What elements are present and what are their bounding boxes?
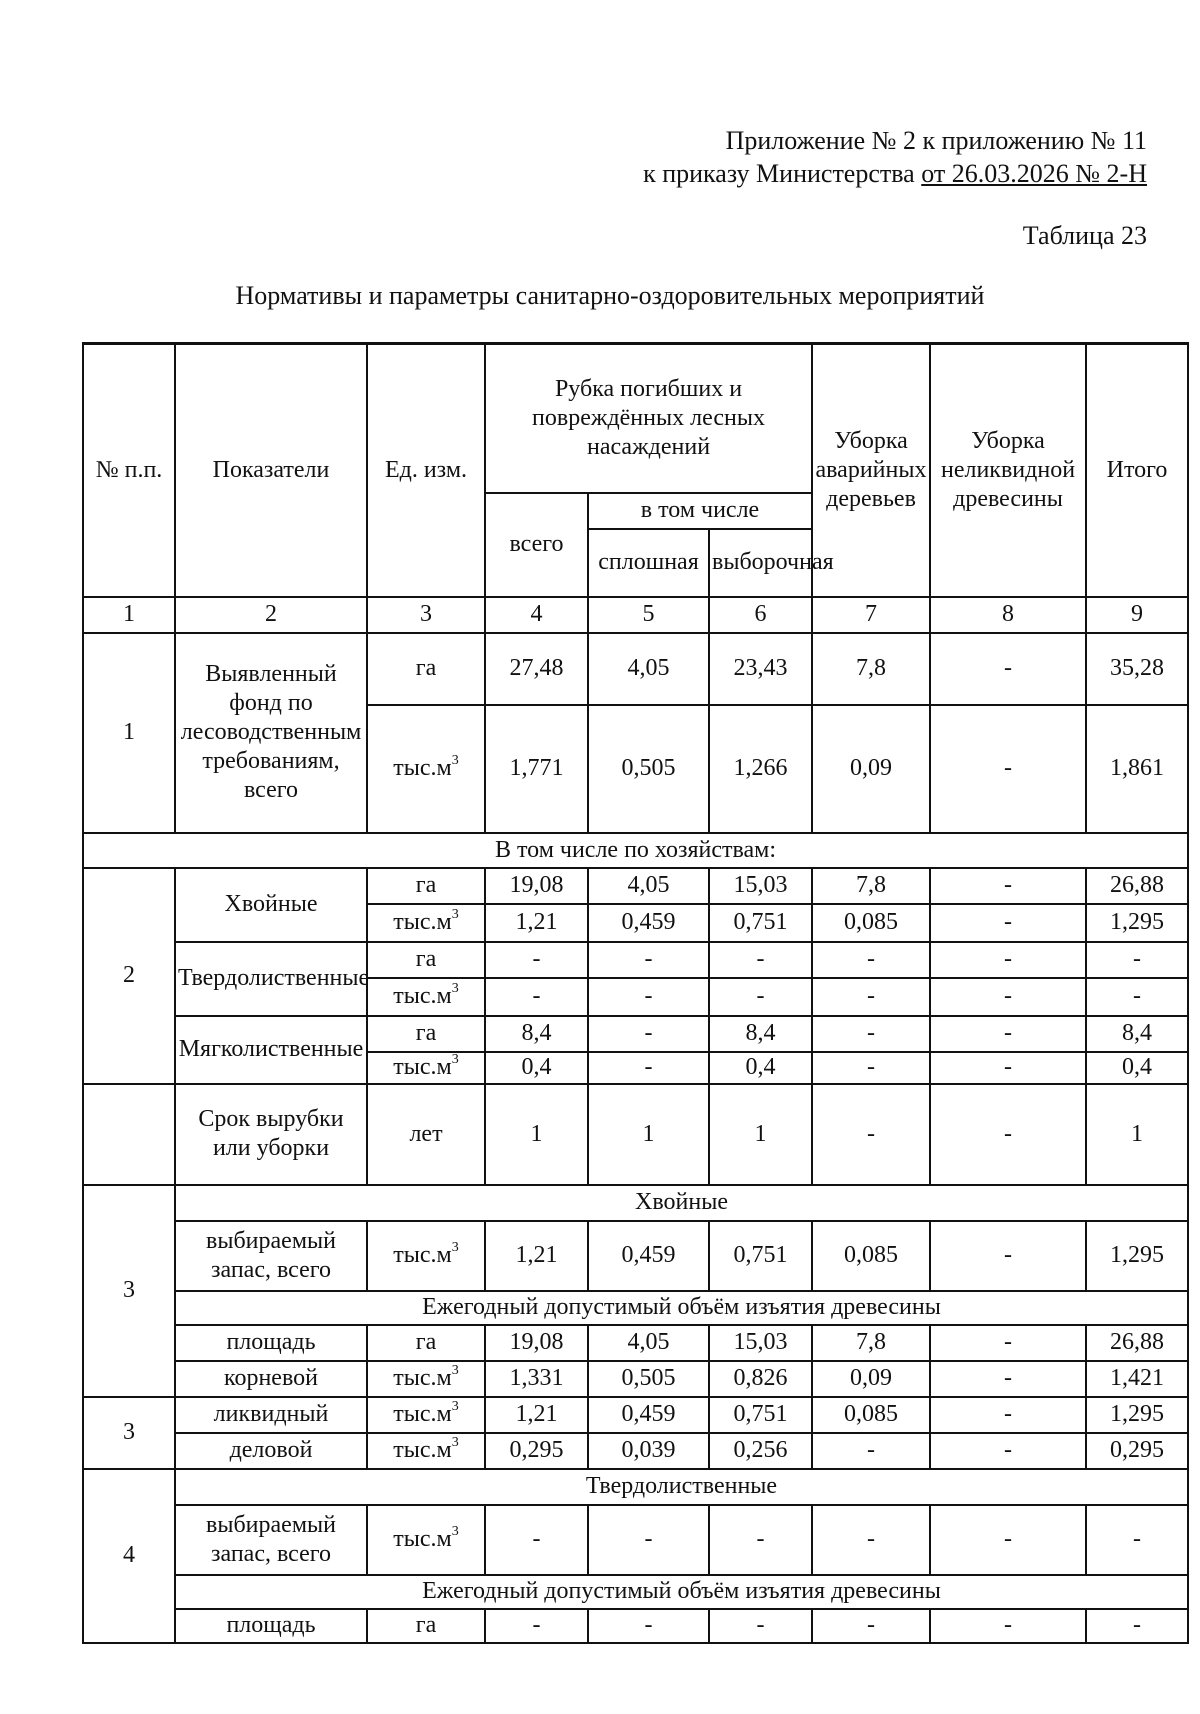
value-cell: 1 <box>1086 1084 1188 1185</box>
value-cell: - <box>812 1016 930 1052</box>
table-row <box>83 942 1188 978</box>
value-cell: - <box>930 1361 1086 1397</box>
col-sum-header: Итого <box>1086 344 1188 597</box>
value-cell: 8,4 <box>485 1016 588 1052</box>
unit-cell: $тыс.м^3$ <box>367 1221 485 1291</box>
value-cell: 0,039 <box>588 1433 709 1469</box>
unit-cell: га <box>367 1325 485 1361</box>
col-felling-group-header: Рубка погибших и повреждённых лесных насаждений <box>485 344 812 493</box>
value-cell: 35,28 <box>1086 633 1188 705</box>
col-number: 9 <box>1086 597 1188 633</box>
value-cell: 15,03 <box>709 868 812 904</box>
table-row <box>83 1397 1188 1433</box>
table-row <box>83 1221 1188 1291</box>
value-cell: 0,256 <box>709 1433 812 1469</box>
value-cell: - <box>588 1609 709 1643</box>
value-cell: - <box>709 1505 812 1575</box>
value-cell: - <box>930 633 1086 705</box>
value-cell: - <box>812 978 930 1016</box>
col-number: 3 <box>367 597 485 633</box>
value-cell: 0,295 <box>485 1433 588 1469</box>
value-cell: 1 <box>485 1084 588 1185</box>
row-label: площадь <box>175 1325 367 1361</box>
row-label: выбираемый запас, всего <box>175 1505 367 1575</box>
unit-cell: га <box>367 942 485 978</box>
table-title: Нормативы и параметры санитарно-оздоровительных мероприятий <box>235 281 985 310</box>
col-number: 1 <box>83 597 175 633</box>
value-cell: 1,295 <box>1086 1221 1188 1291</box>
value-cell: - <box>930 942 1086 978</box>
value-cell: - <box>930 1084 1086 1185</box>
value-cell: 0,505 <box>588 1361 709 1397</box>
col-selective-header: выборочная <box>709 529 812 597</box>
unit-cell: $тыс.м^3$ <box>367 705 485 833</box>
col-number: 7 <box>812 597 930 633</box>
value-cell: 0,4 <box>709 1052 812 1084</box>
value-cell: - <box>930 1505 1086 1575</box>
value-cell: 27,48 <box>485 633 588 705</box>
value-cell: 1,421 <box>1086 1361 1188 1397</box>
table-row <box>83 1361 1188 1397</box>
value-cell: 0,295 <box>1086 1433 1188 1469</box>
unit-cell: $тыс.м^3$ <box>367 1505 485 1575</box>
value-cell: - <box>930 1016 1086 1052</box>
value-cell: - <box>930 1397 1086 1433</box>
col-emergency-header: Уборка аварийных деревьев <box>812 344 930 597</box>
col-unit-header: Ед. изм. <box>367 344 485 597</box>
value-cell: - <box>485 978 588 1016</box>
value-cell: 0,751 <box>709 1221 812 1291</box>
row-label: деловой <box>175 1433 367 1469</box>
value-cell: 7,8 <box>812 1325 930 1361</box>
order-line <box>643 157 1147 190</box>
group-caption: Хвойные <box>175 1185 1188 1221</box>
row-label: Выявленный фонд по лесоводственным требованиям, всего <box>175 633 367 833</box>
value-cell: 1,21 <box>485 1397 588 1433</box>
value-cell: 1,266 <box>709 705 812 833</box>
value-cell: - <box>930 705 1086 833</box>
section-number: 3 <box>83 1185 175 1397</box>
value-cell: 1 <box>709 1084 812 1185</box>
value-cell: 0,085 <box>812 1221 930 1291</box>
value-cell: 26,88 <box>1086 868 1188 904</box>
value-cell: - <box>1086 1505 1188 1575</box>
section-number: 4 <box>83 1469 175 1643</box>
table-row <box>83 1609 1188 1643</box>
value-cell: 8,4 <box>709 1016 812 1052</box>
annual-caption: Ежегодный допустимый объём изъятия древесины <box>175 1575 1188 1609</box>
value-cell: - <box>930 1433 1086 1469</box>
value-cell: 0,459 <box>588 904 709 942</box>
row-label: площадь <box>175 1609 367 1643</box>
value-cell: 4,05 <box>588 868 709 904</box>
value-cell: - <box>588 978 709 1016</box>
value-cell: 0,751 <box>709 904 812 942</box>
appendix-line: Приложение № 2 к приложению № 11 <box>725 126 1147 155</box>
norms-table <box>82 342 1189 1644</box>
value-cell: - <box>930 1052 1086 1084</box>
row-label: корневой <box>175 1361 367 1397</box>
section-number <box>83 1084 175 1185</box>
value-cell: - <box>709 978 812 1016</box>
value-cell: 1,295 <box>1086 904 1188 942</box>
value-cell: 0,459 <box>588 1397 709 1433</box>
group-caption: Твердолиственные <box>175 1469 1188 1505</box>
value-cell: 0,505 <box>588 705 709 833</box>
row-label: Твердолиственные <box>175 942 367 1016</box>
col-including-header: в том числе <box>588 493 812 529</box>
value-cell: - <box>812 1433 930 1469</box>
value-cell: - <box>812 942 930 978</box>
value-cell: 0,826 <box>709 1361 812 1397</box>
value-cell: - <box>1086 1609 1188 1643</box>
table-row <box>83 1505 1188 1575</box>
value-cell: - <box>812 1084 930 1185</box>
unit-cell: га <box>367 868 485 904</box>
col-total-header: всего <box>485 493 588 597</box>
table-number: Таблица 23 <box>1022 221 1147 250</box>
unit-cell: $тыс.м^3$ <box>367 1433 485 1469</box>
table-row <box>83 1433 1188 1469</box>
value-cell: - <box>930 1221 1086 1291</box>
row-label: выбираемый запас, всего <box>175 1221 367 1291</box>
unit-cell: $тыс.м^3$ <box>367 904 485 942</box>
value-cell: 26,88 <box>1086 1325 1188 1361</box>
unit-cell: га <box>367 633 485 705</box>
section-number: 1 <box>83 633 175 833</box>
value-cell: 23,43 <box>709 633 812 705</box>
value-cell: 0,085 <box>812 904 930 942</box>
value-cell: - <box>588 1016 709 1052</box>
value-cell: 7,8 <box>812 633 930 705</box>
section-number: 2 <box>83 868 175 1084</box>
value-cell: - <box>930 904 1086 942</box>
value-cell: 19,08 <box>485 1325 588 1361</box>
value-cell: 1,21 <box>485 1221 588 1291</box>
value-cell: 0,459 <box>588 1221 709 1291</box>
col-number: 4 <box>485 597 588 633</box>
table-row <box>83 633 1188 705</box>
value-cell: - <box>1086 942 1188 978</box>
table-row <box>83 868 1188 904</box>
value-cell: - <box>930 1325 1086 1361</box>
col-indicators-header: Показатели <box>175 344 367 597</box>
section-number: 3 <box>83 1397 175 1469</box>
order-prefix: к приказу Министерства <box>643 159 922 188</box>
col-number: 5 <box>588 597 709 633</box>
value-cell: 0,4 <box>485 1052 588 1084</box>
value-cell: - <box>588 942 709 978</box>
annual-caption: Ежегодный допустимый объём изъятия древесины <box>175 1291 1188 1325</box>
col-number: 6 <box>709 597 812 633</box>
value-cell: 1,331 <box>485 1361 588 1397</box>
row-label: Хвойные <box>175 868 367 942</box>
value-cell: 7,8 <box>812 868 930 904</box>
value-cell: - <box>812 1052 930 1084</box>
value-cell: 8,4 <box>1086 1016 1188 1052</box>
col-clear-header: сплошная <box>588 529 709 597</box>
value-cell: - <box>709 942 812 978</box>
row-label: Срок вырубки или уборки <box>175 1084 367 1185</box>
unit-cell: $тыс.м^3$ <box>367 1052 485 1084</box>
value-cell: - <box>930 978 1086 1016</box>
col-illiquid-header: Уборка неликвидной древесины <box>930 344 1086 597</box>
value-cell: 4,05 <box>588 633 709 705</box>
value-cell: 1,861 <box>1086 705 1188 833</box>
value-cell: - <box>1086 978 1188 1016</box>
unit-cell: лет <box>367 1084 485 1185</box>
value-cell: - <box>485 1609 588 1643</box>
value-cell: - <box>930 868 1086 904</box>
value-cell: - <box>930 1609 1086 1643</box>
table-row <box>83 1325 1188 1361</box>
unit-cell: $тыс.м^3$ <box>367 978 485 1016</box>
value-cell: 1,295 <box>1086 1397 1188 1433</box>
unit-cell: $тыс.м^3$ <box>367 1397 485 1433</box>
value-cell: - <box>588 1505 709 1575</box>
value-cell: 0,4 <box>1086 1052 1188 1084</box>
table-row <box>83 1016 1188 1052</box>
value-cell: 1,771 <box>485 705 588 833</box>
value-cell: 4,05 <box>588 1325 709 1361</box>
value-cell: 1,21 <box>485 904 588 942</box>
by-farms-caption: В том числе по хозяйствам: <box>83 833 1188 868</box>
unit-cell: га <box>367 1016 485 1052</box>
value-cell: 1 <box>588 1084 709 1185</box>
value-cell: - <box>485 942 588 978</box>
order-date-number: от 26.03.2026 № 2-Н <box>921 159 1147 188</box>
value-cell: 0,09 <box>812 1361 930 1397</box>
col-num-header: № п.п. <box>83 344 175 597</box>
col-number: 8 <box>930 597 1086 633</box>
value-cell: 0,085 <box>812 1397 930 1433</box>
value-cell: - <box>812 1505 930 1575</box>
row-label: Мягколиственные <box>175 1016 367 1084</box>
value-cell: - <box>485 1505 588 1575</box>
column-numbers-row <box>83 597 1188 633</box>
value-cell: - <box>709 1609 812 1643</box>
value-cell: 15,03 <box>709 1325 812 1361</box>
value-cell: 19,08 <box>485 868 588 904</box>
value-cell: - <box>812 1609 930 1643</box>
value-cell: 0,09 <box>812 705 930 833</box>
table-row <box>83 1084 1188 1185</box>
col-number: 2 <box>175 597 367 633</box>
unit-cell: $тыс.м^3$ <box>367 1361 485 1397</box>
unit-cell: га <box>367 1609 485 1643</box>
row-label: ликвидный <box>175 1397 367 1433</box>
value-cell: - <box>588 1052 709 1084</box>
value-cell: 0,751 <box>709 1397 812 1433</box>
